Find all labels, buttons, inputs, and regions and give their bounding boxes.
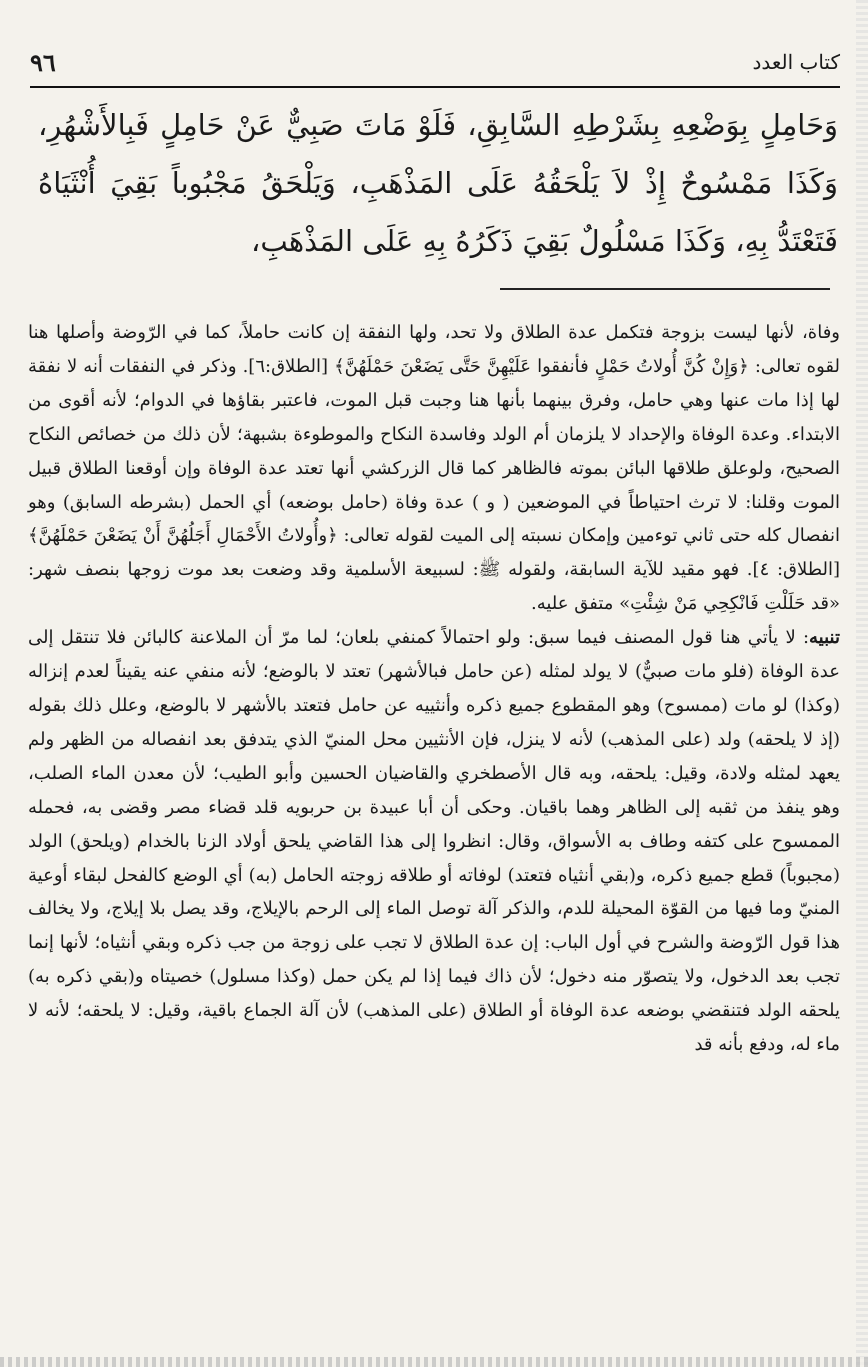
matn-text: وَحَامِلٍ بِوَضْعِهِ بِشَرْطِهِ السَّابِقِ، فَلَوْ مَاتَ صَبِيٌّ عَنْ حَامِلٍ فَبِالأَشْهُرِ، وَكَذَا مَمْسُوحٌ إِذْ لاَ يَلْحَقُهُ عَلَى المَذْهَبِ، وَيَلْحَقُ مَجْبُوباً بَقِيَ أُنْثَيَاهُ فَتَعْتَدُّ بِهِ، وَكَذَا مَسْلُولٌ بَقِيَ ذَكَرُهُ بِهِ عَلَى المَذْهَبِ، — [38, 108, 838, 258]
sharh-text — [28, 316, 840, 1062]
page-header — [30, 46, 840, 88]
page-number: ٩٦ — [30, 48, 56, 77]
scan-bottom-artifact — [0, 1357, 868, 1367]
note-label: تنبيه — [809, 627, 840, 649]
sharh-paragraph-1: وفاة، لأنها ليست بزوجة فتكمل عدة الطلاق ولا تحد، ولها النفقة إن كانت حاملاً، كما في الرّوضة وأصلها هنا لقوه تعالى: ﴿وَإِنْ كُنَّ أُولاتُ حَمْلٍ فأنفقوا عَلَيْهِنَّ حَتَّى يَضَعْنَ حَمْلَهُنَّ﴾ [الطلاق:٦]. وذكر في النفقات أنه لا نفقة لها إذا مات عنها وهي حامل، وفرق بينهما بأنها هنا وجبت قبل الموت، فاعتبر بقاؤها في الدوام؛ لأنه أقوى من الابتداء. وعدة الوفاة والإحداد لا يلزمان أم الولد وفاسدة النكاح والموطوءة بشبهة؛ لأن ذلك من خصائص النكاح الصحيح، ولوعلق طلاقها البائن بموته فالظاهر كما قال الزركشي أنها تعتد عدة الوفاة وإن أوقعنا الطلاق قبيل الموت وقلنا: لا ترث احتياطاً في الموضعين ( و ) عدة وفاة (حامل بوضعه) أي الحمل (بشرطه السابق) وهو انفصال كله حتى ثاني توءمين وإمكان نسبته إلى الميت لقوله تعالى: ﴿وأُولاتُ الأَحْمَالِ أَجَلُهُنَّ أَنْ يَضَعْنَ حَمْلَهُنَّ﴾ [الطلاق: ٤]. فهو مقيد للآية السابقة، ولقوله ﷺ: لسبيعة الأسلمية وقد وضعت بعد موت زوجها بنصف شهر: «قد حَلَلْتِ فَانْكِحِي مَنْ شِئْتِ» متفق عليه. — [28, 322, 841, 615]
scan-edge-artifact — [856, 0, 868, 1367]
separator-line — [500, 288, 830, 290]
book-title: كتاب العدد — [752, 50, 840, 74]
note-body: : لا يأتي هنا قول المصنف فيما سبق: ولو احتمالاً كمنفي بلعان؛ لما مرّ أن الملاعنة كالبائن فلا تنتقل إلى عدة الوفاة (فلو مات صبيٌّ) لا يولد لمثله (عن حامل فبالأشهر) تعتد لا بالوضع؛ لأنه منفي عنه يقيناً لعدم إنزاله (وكذا) لو مات (ممسوح) وهو المقطوع جميع ذكره وأنثييه عن حامل فتعتد بالأشهر لا بالوضع، وعلل ذلك بقوله (إذ لا يلحقه) ولد (على المذهب) لأنه لا ينزل، فإن الأنثيين محل المنيّ الذي يتدفق بعد انفصاله من الظهر ولم يعهد لمثله ولادة، وقيل: يلحقه، وبه قال الأصطخري والقاضيان الحسين وأبو الطيب؛ لأن معدن الماء الصلب، وهو ينفذ من ثقبه إلى الظاهر وهما باقيان. وحكى أن أبا عبيدة بن حربويه قلد قضاء مصر وقضى به، فحمله الممسوح على كتفه وطاف به الأسواق، وقال: انظروا إلى هذا القاضي يلحق أولاد الزنا بالخدام (ويلحق) الولد (مجبوباً) قطع جميع ذكره، و(بقي أنثياه فتعتد) لوفاته أو طلاقه زوجته الحامل (به) أي الوضع كالفحل لبقاء أوعية المنيّ وما فيها من القوّة المحيلة للدم، والذكر آلة توصل الماء إلى الرحم بالإيلاج، وقد يصل بلا إيلاج، ولا يخالف هذا قول الرّوضة والشرح في أول الباب: إن عدة الطلاق لا تجب على زوجة من جب ذكره وبقي أنثياه؛ لأنها إنما تجب بعد الدخول، ولا يتصوّر منه دخول؛ لأن ذاك فيما إذا لم يكن حمل (وكذا مسلول) خصيتاه و(بقي ذكره به) يلحقه الولد فتنقضي بوضعه عدة الوفاة أو الطلاق (على المذهب) لأن آلة الجماع باقية، وقيل: لا يلحقه؛ لأنه لا ماء له، ودفع بأنه قد — [28, 627, 840, 1056]
sharh-paragraph-2 — [28, 621, 840, 1062]
